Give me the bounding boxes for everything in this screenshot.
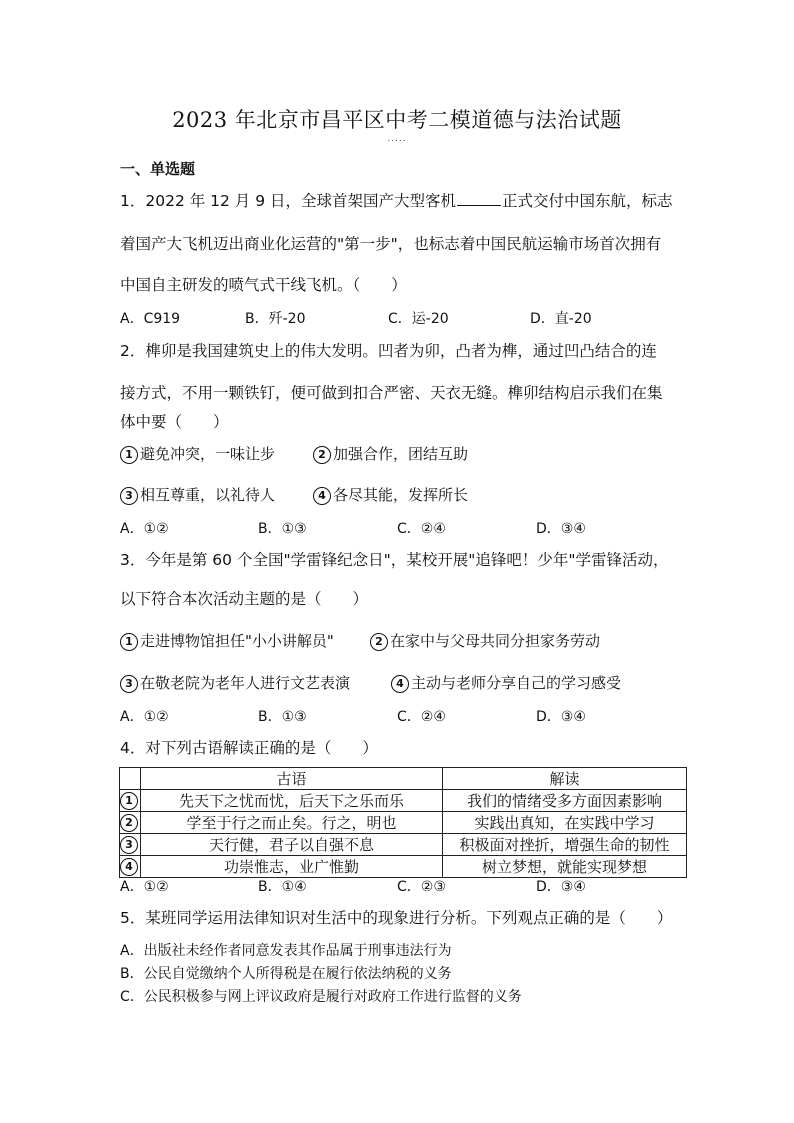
- q2-line2: 接方式，不用一颗铁钉，便可做到扣合严密、天衣无缝。榫卯结构启示我们在集: [120, 384, 663, 402]
- table-header-interpretation: 解读: [443, 768, 687, 790]
- q1-line1-end: 正式交付中国东航，标志: [502, 192, 673, 210]
- row-number: [120, 812, 141, 834]
- q1-option-d: D．直-20: [530, 311, 592, 327]
- saying-cell: 功崇惟志，业广惟勤: [141, 856, 443, 878]
- circled-number-icon: 1: [120, 792, 138, 810]
- circled-number-icon: 1: [120, 633, 138, 651]
- q5-option-a: A．出版社未经作者同意发表其作品属于刑事违法行为: [120, 943, 452, 959]
- q3-statement-3-text: 在敬老院为老年人进行文艺表演: [140, 674, 351, 692]
- q3-option-d: D．③④: [536, 709, 586, 725]
- q1-line1-start: 1．2022 年 12 月 9 日，全球首架国产大型客机: [120, 192, 457, 210]
- q2-statement-2-text: 加强合作，团结互助: [333, 445, 469, 463]
- q1-option-c: C．运-20: [388, 311, 449, 327]
- interpretation-cell: 积极面对挫折，增强生命的韧性: [443, 834, 687, 856]
- saying-cell: 先天下之忧而忧，后天下之乐而乐: [141, 790, 443, 812]
- q3-statement-4-text: 主动与老师分享自己的学习感受: [411, 674, 622, 692]
- saying-cell: 学至于行之而止矣。行之，明也: [141, 812, 443, 834]
- circled-number-icon: 4: [391, 675, 409, 693]
- table-header-blank: [120, 768, 141, 790]
- table-row: [120, 834, 687, 856]
- q2-option-a: A．①②: [120, 521, 169, 537]
- table-row: [120, 812, 687, 834]
- row-number: [120, 834, 141, 856]
- q3-option-b: B．①③: [258, 709, 307, 725]
- q1-line2: 着国产大飞机迈出商业化运营的"第一步"，也标志着中国民航运输市场首次拥有: [120, 235, 662, 253]
- q2-statement-4: [313, 484, 468, 505]
- circled-number-icon: 2: [370, 633, 388, 651]
- q3-option-c: C．②④: [397, 709, 446, 725]
- q2-line3: 体中要（ ）: [120, 413, 229, 431]
- q2-statement-2: [313, 443, 468, 464]
- interpretation-cell: 实践出真知，在实践中学习: [443, 812, 687, 834]
- q5-line1: 5．某班同学运用法律知识对生活中的现象进行分析。下列观点正确的是（ ）: [120, 909, 673, 927]
- q3-option-a: A．①②: [120, 709, 169, 725]
- q1-line1: [120, 189, 673, 211]
- q3-statement-3: [120, 672, 350, 693]
- q2-line1: 2．榫卯是我国建筑史上的伟大发明。凹者为卯，凸者为榫，通过凹凸结合的连: [120, 342, 657, 360]
- q4-option-b: B．①④: [258, 879, 307, 895]
- q1-answer-blank: [457, 191, 501, 206]
- saying-cell: 天行健，君子以自强不息: [141, 834, 443, 856]
- circled-number-icon: 4: [120, 858, 138, 876]
- circled-number-icon: 3: [120, 836, 138, 854]
- table-row: [120, 856, 687, 878]
- q4-option-a: A．①②: [120, 879, 169, 895]
- q2-statement-1-text: 避免冲突，一味让步: [140, 445, 276, 463]
- q3-statement-1-text: 走进博物馆担任"小小讲解员": [140, 632, 334, 650]
- q5-option-c: C．公民积极参与网上评议政府是履行对政府工作进行监督的义务: [120, 989, 522, 1005]
- q4-line1: 4．对下列古语解读正确的是（ ）: [120, 739, 378, 757]
- q3-statement-4: [391, 672, 621, 693]
- circled-number-icon: 4: [313, 487, 331, 505]
- q2-statement-1: [120, 443, 275, 464]
- q3-statement-1: [120, 630, 334, 651]
- title-dots: .....: [387, 134, 407, 144]
- q2-statement-4-text: 各尽其能，发挥所长: [333, 486, 469, 504]
- q1-line3: 中国自主研发的喷气式干线飞机。（ ）: [120, 276, 407, 294]
- q4-option-c: C．②③: [397, 879, 446, 895]
- row-number: [120, 856, 141, 878]
- table-row: [120, 790, 687, 812]
- q2-statement-3-text: 相互尊重，以礼待人: [140, 486, 276, 504]
- q2-option-d: D．③④: [536, 521, 586, 537]
- row-number: [120, 790, 141, 812]
- q2-statement-3: [120, 484, 275, 505]
- q2-option-b: B．①③: [258, 521, 307, 537]
- q4-option-d: D．③④: [536, 879, 586, 895]
- q4-table: [119, 767, 687, 878]
- interpretation-cell: 树立梦想，就能实现梦想: [443, 856, 687, 878]
- q3-statement-2-text: 在家中与父母共同分担家务劳动: [390, 632, 601, 650]
- q1-option-a: A．C919: [120, 311, 181, 327]
- q1-option-b: B．歼-20: [245, 311, 306, 327]
- circled-number-icon: 2: [313, 446, 331, 464]
- circled-number-icon: 1: [120, 446, 138, 464]
- interpretation-cell: 我们的情绪受多方面因素影响: [443, 790, 687, 812]
- circled-number-icon: 3: [120, 487, 138, 505]
- section-heading: 一、单选题: [120, 160, 196, 178]
- q5-option-b: B．公民自觉缴纳个人所得税是在履行依法纳税的义务: [120, 966, 452, 982]
- table-header-saying: 古语: [141, 768, 443, 790]
- circled-number-icon: 2: [120, 814, 138, 832]
- q3-line2: 以下符合本次活动主题的是（ ）: [120, 590, 369, 608]
- table-header-row: [120, 768, 687, 790]
- circled-number-icon: 3: [120, 675, 138, 693]
- q3-line1: 3．今年是第 60 个全国"学雷锋纪念日"，某校开展"追锋吧！少年"学雷锋活动，: [120, 551, 669, 569]
- q3-statement-2: [370, 630, 600, 651]
- q2-option-c: C．②④: [397, 521, 446, 537]
- document-title: 2023 年北京市昌平区中考二模道德与法治试题: [172, 108, 622, 132]
